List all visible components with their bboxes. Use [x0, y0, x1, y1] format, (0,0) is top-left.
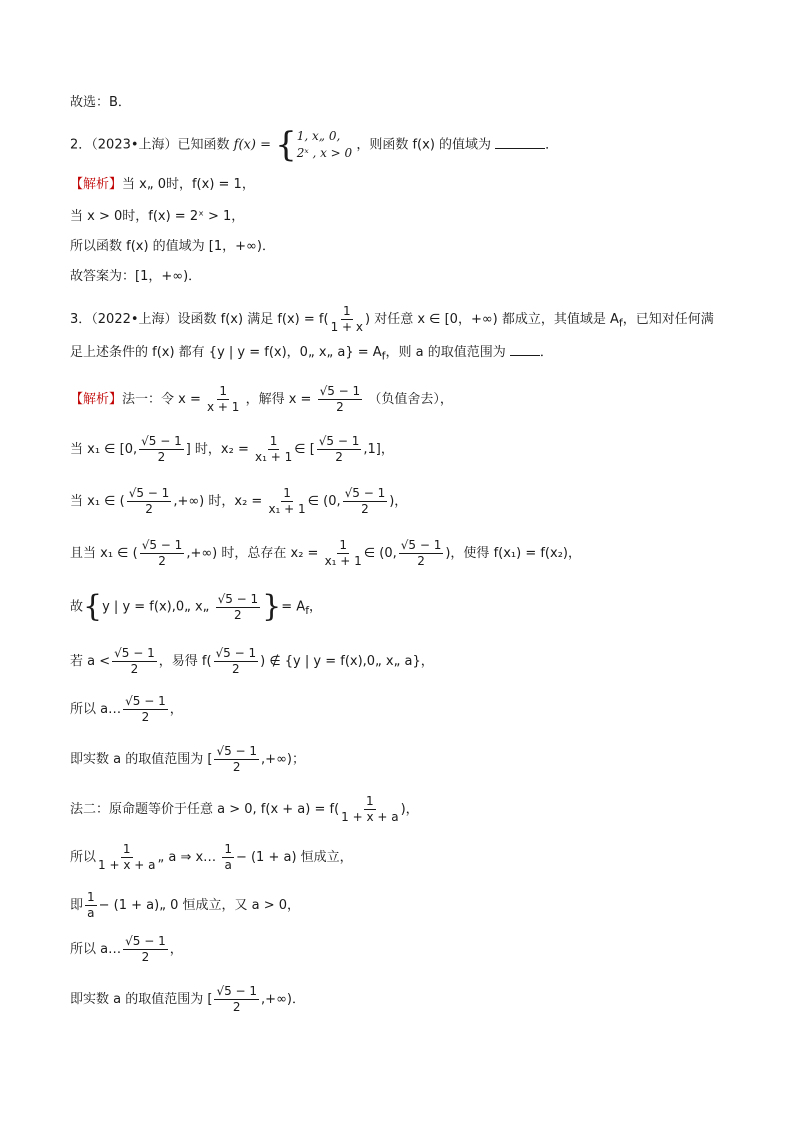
solution-2-line-2: 当 x > 0时，f(x) = 2ˣ > 1， — [70, 209, 245, 224]
solution-3-method-2-line-1: 法二：原命题等价于任意 a > 0, f(x + a) = f( $\frac{1}{1 + x + a}$ )， — [70, 794, 419, 824]
solution-2-line-1: 【解析】当 x„ 0时，f(x) = 1， — [70, 177, 255, 192]
solution-3-line-6: 若 a < $\frac{√5 - 1}{2}$ ，易得 f( $\frac{√5 - 1}{2}$ ) ∉ {y | y = f(x),0„ x„ a}， — [70, 646, 434, 676]
piecewise-cases: 1, x„ 0, 2ˣ , x > 0 — [296, 129, 353, 160]
answer-choice-line: 故选：B． — [70, 95, 131, 110]
analysis-tag: 【解析】 — [70, 392, 123, 407]
problem-3-statement-line-2: 足上述条件的 f(x) 都有 {y | y = f(x)，0„ x„ $a\} = A_f$，则 a 的取值范围为 ． — [70, 345, 553, 363]
problem-2-statement: 2．（2023•上海）已知函数 f(x) = { 1, x„ 0, 2ˣ , x > 0 ，则函数 f(x) 的值域为 ． — [70, 125, 559, 165]
solution-3-method-2-line-4: 所以 a… $\frac{√5 - 1}{2}$ ， — [70, 934, 183, 964]
problem-3-statement-line-1: 3．（2022•上海）设函数 f(x) 满足 f(x) = f( $\frac{1}{1 + x}$ ) 对任意 x ∈ [0，+∞) 都成立，其值域是 $A_f$，已知对任何满 — [70, 304, 714, 334]
answer-blank — [510, 355, 540, 356]
solution-3-method-2-line-2: 所以 $\frac{1}{1 + x + a}$ „ a ⇒ x… $\frac{1}{a}$ − (1 + a) 恒成立， — [70, 842, 353, 872]
solution-3-method-2-line-5: 即实数 a 的取值范围为 [ $\frac{√5 - 1}{2}$ ,+∞)． — [70, 984, 305, 1014]
solution-3-line-1: 【解析】法一：令 x = $\frac{1}{x + 1}$ ，解得 x = $\frac{√5 - 1}{2}$ （负值舍去）， — [70, 384, 453, 414]
solution-3-method-2-line-3: 即 $\frac{1}{a}$ − (1 + a)„ 0 恒成立，又 a > 0， — [70, 890, 301, 920]
solution-2-line-3: 所以函数 f(x) 的值域为 [1，+∞)． — [70, 239, 275, 254]
solution-3-line-7: 所以 a… $\frac{√5 - 1}{2}$ ， — [70, 694, 183, 724]
solution-3-line-4: 且当 x₁ ∈ ( $\frac{√5 - 1}{2}$ ,+∞) 时，总存在 x₂ = $\frac{1}{\text{x₁ + 1}}$ ∈ (0, $\frac{√5 - 1}{2}$ )，使得 f(x₁) = f(x₂)， — [70, 538, 581, 568]
left-brace: { — [275, 125, 297, 165]
solution-3-line-5: 故{y | y = f(x),0„ x„ $\frac{√5 - 1}{2}$ }= $A_f$， — [70, 589, 323, 624]
solution-3-line-2: 当 x₁ ∈ [0, $\frac{√5 - 1}{2}$ ] 时，x₂ = $\frac{1}{\text{x₁ + 1}}$ ∈ [ $\frac{√5 - 1}{2}$ ,1]， — [70, 434, 394, 464]
solution-2-line-4: 故答案为：[1，+∞)． — [70, 269, 202, 284]
analysis-tag: 【解析】 — [70, 177, 123, 192]
solution-3-line-3: 当 x₁ ∈ ( $\frac{√5 - 1}{2}$ ,+∞) 时，x₂ = $\frac{1}{\text{x₁ + 1}}$ ∈ (0, $\frac{√5 - 1}{2}$ )， — [70, 486, 408, 516]
solution-3-line-8: 即实数 a 的取值范围为 [ $\frac{√5 - 1}{2}$ ,+∞)； — [70, 744, 305, 774]
answer-blank — [495, 148, 545, 149]
